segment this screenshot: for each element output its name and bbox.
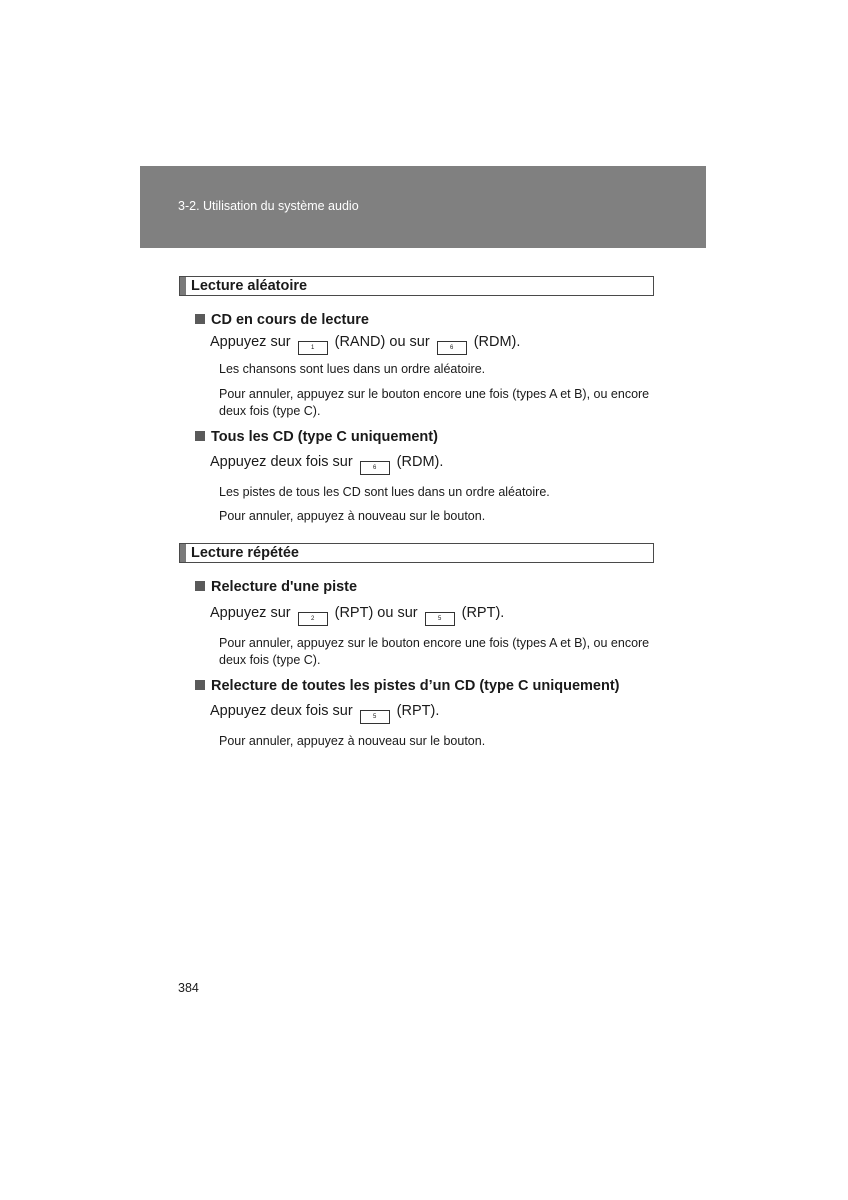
section-heading-bar xyxy=(180,277,186,295)
page-number: 384 xyxy=(178,981,199,995)
preset-button-icon: 6 xyxy=(437,341,467,355)
note-text: Pour annuler, appuyez à nouveau sur le bouton. xyxy=(219,509,486,523)
note-text: Pour annuler, appuyez sur le bouton encore une fois (types A et B), ou encore deux fois (type C). xyxy=(219,636,650,667)
section-title: Lecture aléatoire xyxy=(191,278,308,294)
instruction-text: (RAND) ou sur xyxy=(334,334,430,350)
preset-button-icon: 1 xyxy=(298,341,328,355)
square-bullet-icon xyxy=(195,314,205,324)
subsection-heading xyxy=(195,677,619,695)
subsection-heading xyxy=(195,578,357,596)
section-heading-repeat xyxy=(179,543,654,563)
instruction-text: (RPT) ou sur xyxy=(334,605,418,621)
instruction-line xyxy=(210,604,504,626)
preset-button-icon: 6 xyxy=(360,461,390,475)
note-text: Pour annuler, appuyez sur le bouton encore une fois (types A et B), ou encore deux fois (type C). xyxy=(219,387,650,418)
preset-button-icon: 2 xyxy=(298,612,328,626)
square-bullet-icon xyxy=(195,431,205,441)
subsection-title: Relecture d'une piste xyxy=(211,579,358,595)
subsection-title: Tous les CD (type C uniquement) xyxy=(211,429,438,445)
subsection-title: CD en cours de lecture xyxy=(211,312,369,328)
preset-button-icon: 5 xyxy=(425,612,455,626)
instruction-text: (RDM). xyxy=(473,334,521,350)
instruction-text: (RPT). xyxy=(461,605,505,621)
instruction-text: Appuyez deux fois sur xyxy=(210,454,353,470)
subsection-title: Relecture de toutes les pistes d’un CD (type C uniquement) xyxy=(211,678,620,694)
preset-button-icon: 5 xyxy=(360,710,390,724)
instruction-text: (RPT). xyxy=(396,703,440,719)
note-text: Les chansons sont lues dans un ordre aléatoire. xyxy=(219,362,486,376)
square-bullet-icon xyxy=(195,581,205,591)
note-text: Les pistes de tous les CD sont lues dans un ordre aléatoire. xyxy=(219,485,550,499)
section-heading-random xyxy=(179,276,654,296)
chapter-header-band xyxy=(140,166,706,248)
section-heading-bar xyxy=(180,544,186,562)
instruction-text: Appuyez sur xyxy=(210,605,291,621)
instruction-text: Appuyez deux fois sur xyxy=(210,703,353,719)
instruction-line xyxy=(210,333,520,355)
note-text: Pour annuler, appuyez à nouveau sur le bouton. xyxy=(219,734,486,748)
subsection-heading xyxy=(195,428,438,446)
instruction-text: Appuyez sur xyxy=(210,334,291,350)
instruction-line xyxy=(210,702,439,724)
section-title: Lecture répétée xyxy=(191,545,299,561)
square-bullet-icon xyxy=(195,680,205,690)
instruction-text: (RDM). xyxy=(396,454,444,470)
instruction-line xyxy=(210,453,443,475)
subsection-heading xyxy=(195,311,369,329)
chapter-title: 3-2. Utilisation du système audio xyxy=(178,199,359,213)
